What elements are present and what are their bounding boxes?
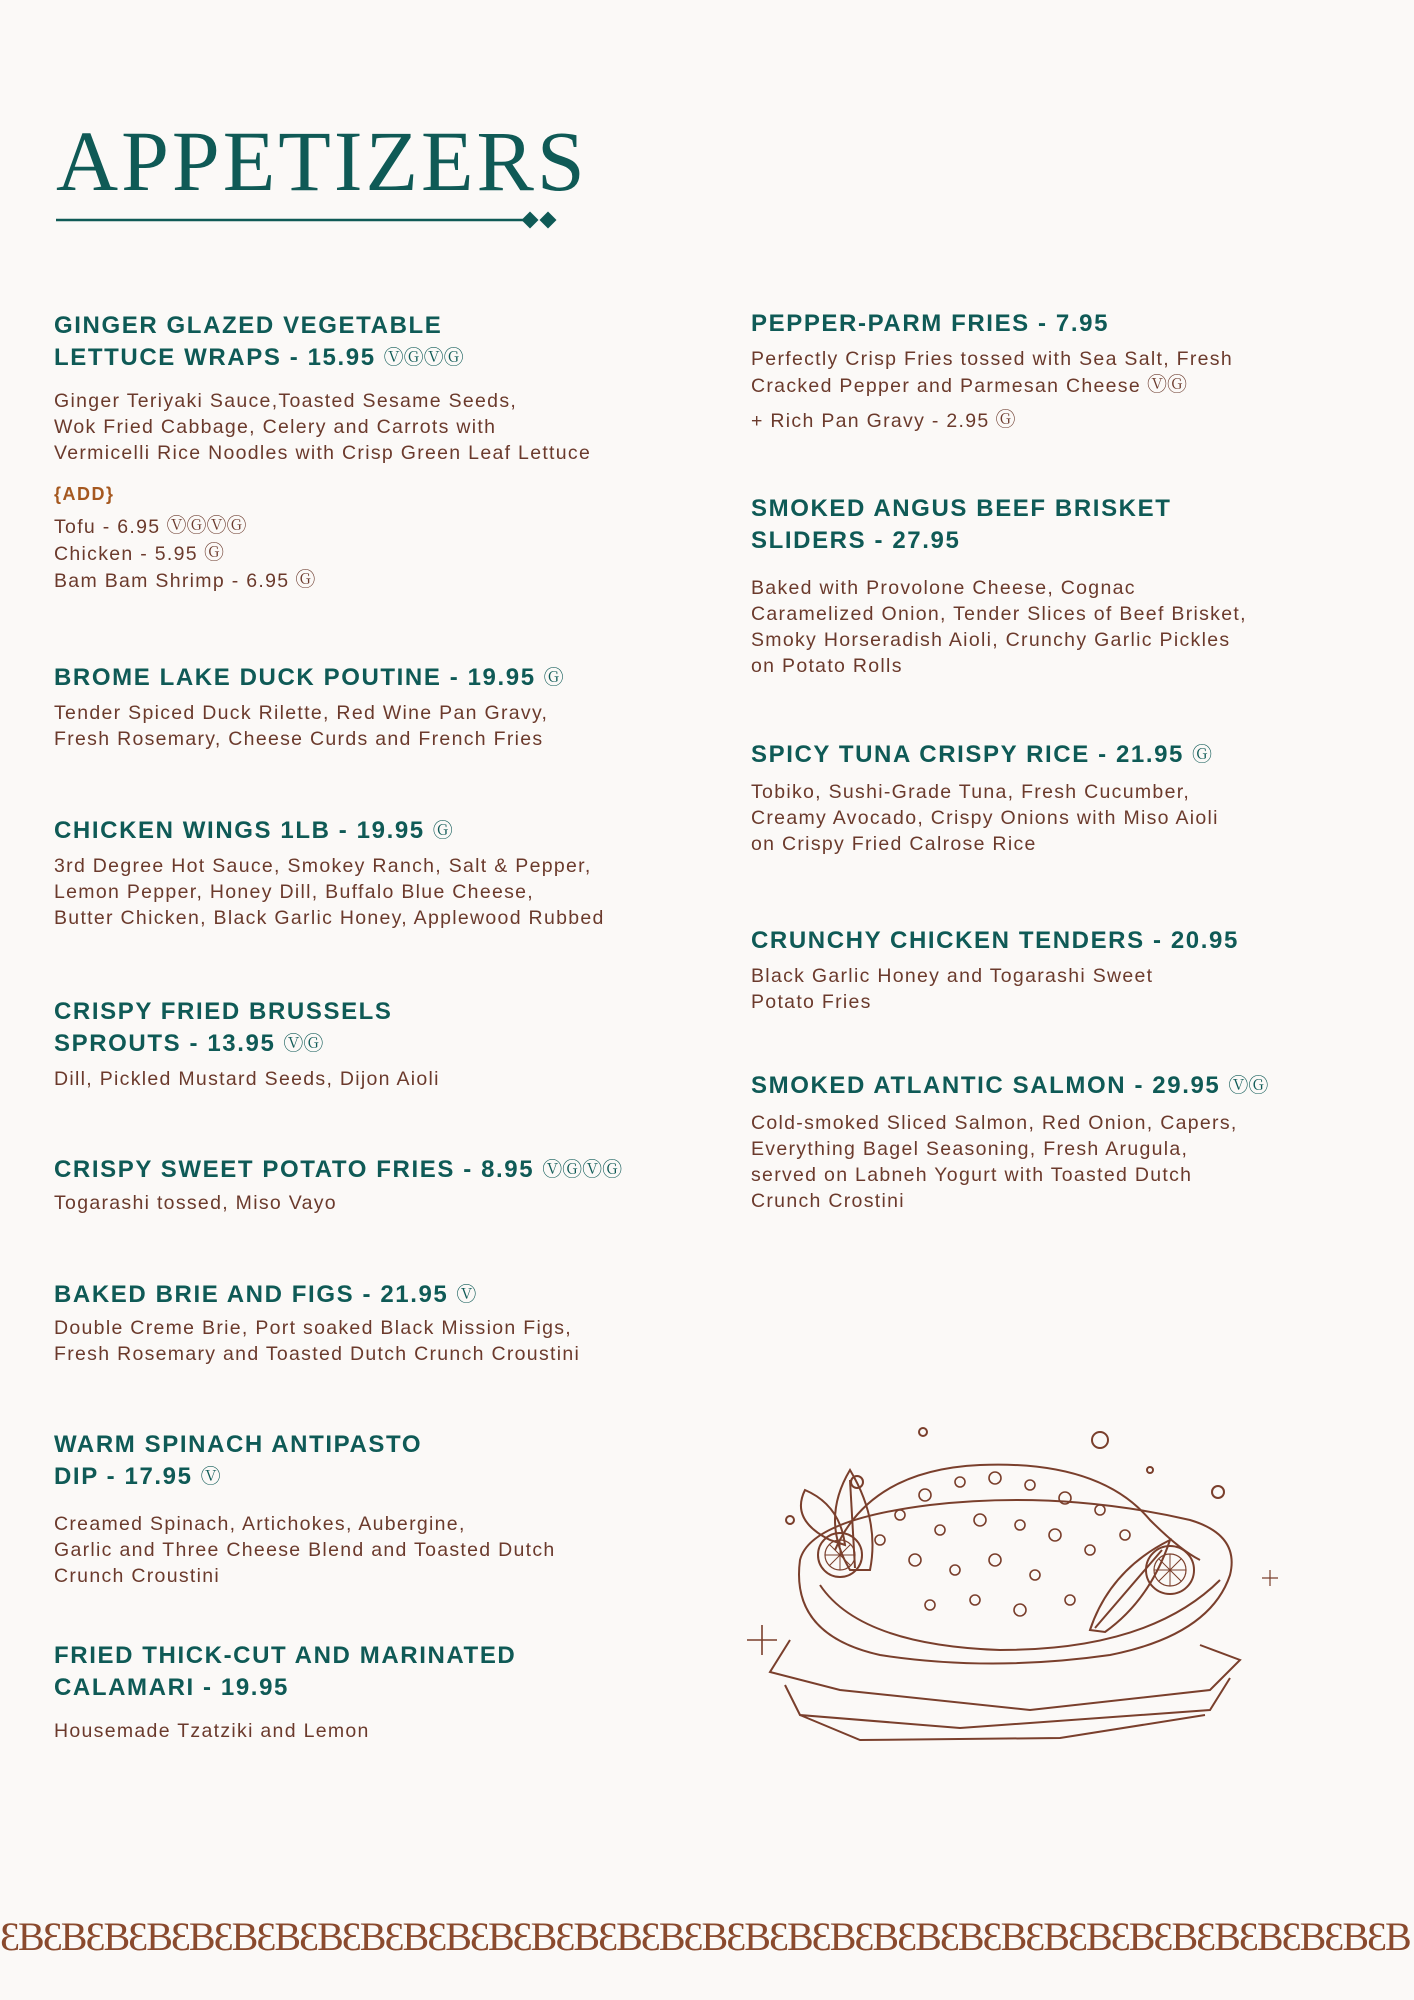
item-description: Perfectly Crisp Fries tossed with Sea Salt, Fresh Cracked Pepper and Parmesan Cheese ⓋⒼ xyxy=(751,348,1234,397)
menu-item-brussels-sprouts xyxy=(54,996,694,1092)
item-description: Creamed Spinach, Artichokes, Aubergine, Garlic and Three Cheese Blend and Toasted Dutch Crunch Croustini xyxy=(54,1513,556,1587)
page-title: APPETIZERS xyxy=(56,113,588,209)
item-name: GINGER GLAZED VEGETABLE LETTUCE WRAPS - 15.95 xyxy=(54,312,443,371)
item-name: CRUNCHY CHICKEN TENDERS - 20.95 xyxy=(751,927,1239,954)
dietary-icon: Ⓖ xyxy=(432,820,453,842)
item-extra: + Rich Pan Gravy - 2.95 Ⓖ xyxy=(751,409,1016,432)
footer-monogram-pattern: ƐBƐBƐBƐBƐBƐBƐBƐBƐBƐBƐBƐBƐBƐBƐBƐBƐBƐBƐBƐBƐBƐBƐBƐBƐBƐBƐBƐBƐBƐBƐBƐBƐB xyxy=(0,1914,1410,1959)
add-on-item: Chicken - 5.95 Ⓖ xyxy=(54,542,224,565)
page-header xyxy=(56,113,588,209)
item-name: CRISPY FRIED BRUSSELS SPROUTS - 13.95 xyxy=(54,998,393,1057)
item-description: Cold-smoked Sliced Salmon, Red Onion, Capers, Everything Bagel Seasoning, Fresh Arugula, served on Labneh Yogurt with Toasted Dutch Crunch Crostini xyxy=(751,1112,1238,1212)
dietary-icon: Ⓖ xyxy=(543,667,564,689)
item-description: Ginger Teriyaki Sauce,Toasted Sesame Seeds, Wok Fried Cabbage, Celery and Carrots with Vermicelli Rice Noodles with Crisp Green Leaf Lettuce xyxy=(54,390,592,464)
dietary-icon: ⓋⒼ xyxy=(1228,1075,1269,1097)
dietary-icon: Ⓖ xyxy=(295,569,316,591)
item-description: Double Creme Brie, Port soaked Black Mission Figs, Fresh Rosemary and Toasted Dutch Crunch Croustini xyxy=(54,1317,581,1365)
menu-item-chicken-wings xyxy=(54,815,694,931)
item-name: WARM SPINACH ANTIPASTO DIP - 17.95 xyxy=(54,1431,423,1490)
dietary-icon: ⓋⒼ xyxy=(283,1033,324,1055)
item-name: PEPPER-PARM FRIES - 7.95 xyxy=(751,310,1110,337)
dietary-icon: ⓋⒼⓋⒼ xyxy=(542,1159,623,1181)
dietary-icon: ⓋⒼⓋⒼ xyxy=(383,347,464,369)
dietary-icon: Ⓥ xyxy=(200,1466,221,1488)
menu-item-lettuce-wraps xyxy=(54,310,694,594)
dietary-icon: ⓋⒼ xyxy=(1146,374,1187,396)
item-name: BROME LAKE DUCK POUTINE - 19.95 xyxy=(54,664,536,691)
add-label: {ADD} xyxy=(54,484,115,504)
menu-item-duck-poutine xyxy=(54,662,694,752)
dietary-icon: Ⓖ xyxy=(995,409,1016,431)
item-description: Housemade Tzatziki and Lemon xyxy=(54,1720,370,1742)
item-name: SMOKED ATLANTIC SALMON - 29.95 xyxy=(751,1072,1221,1099)
dietary-icon: Ⓖ xyxy=(203,542,224,564)
menu-item-pepper-parm-fries xyxy=(751,308,1371,434)
dietary-icon: ⓋⒼⓋⒼ xyxy=(166,515,247,537)
menu-item-brisket-sliders xyxy=(751,493,1371,679)
menu-item-atlantic-salmon xyxy=(751,1070,1371,1214)
item-name: SPICY TUNA CRISPY RICE - 21.95 xyxy=(751,741,1185,768)
menu-item-baked-brie xyxy=(54,1279,694,1367)
add-on-item: Bam Bam Shrimp - 6.95 Ⓖ xyxy=(54,569,316,592)
item-name: CHICKEN WINGS 1LB - 19.95 xyxy=(54,817,425,844)
item-description: Togarashi tossed, Miso Vayo xyxy=(54,1192,337,1214)
item-description: Tender Spiced Duck Rilette, Red Wine Pan Gravy, Fresh Rosemary, Cheese Curds and French Fries xyxy=(54,702,549,750)
item-description: 3rd Degree Hot Sauce, Smokey Ranch, Salt & Pepper, Lemon Pepper, Honey Dill, Buffalo Blue Cheese, Butter Chicken, Black Garlic Honey, Applewood Rubbed xyxy=(54,855,605,929)
title-underline xyxy=(56,210,566,230)
dietary-icon: Ⓖ xyxy=(1192,744,1213,766)
add-on-item: Tofu - 6.95 ⓋⒼⓋⒼ xyxy=(54,515,247,538)
item-description: Black Garlic Honey and Togarashi Sweet Potato Fries xyxy=(751,965,1154,1013)
item-description: Dill, Pickled Mustard Seeds, Dijon Aioli xyxy=(54,1068,440,1090)
add-ons-list xyxy=(54,513,694,594)
item-name: BAKED BRIE AND FIGS - 21.95 xyxy=(54,1281,449,1308)
menu-item-calamari xyxy=(54,1640,694,1744)
menu-item-chicken-tenders xyxy=(751,925,1371,1015)
menu-item-sweet-potato-fries xyxy=(54,1154,694,1216)
item-name: CRISPY SWEET POTATO FRIES - 8.95 xyxy=(54,1156,535,1183)
menu-item-tuna-crispy-rice xyxy=(751,739,1371,857)
food-bowl-illustration xyxy=(730,1410,1290,1750)
item-description: Tobiko, Sushi-Grade Tuna, Fresh Cucumber, Creamy Avocado, Crispy Onions with Miso Aioli on Crispy Fried Calrose Rice xyxy=(751,781,1219,855)
menu-item-spinach-dip xyxy=(54,1429,694,1589)
item-name: FRIED THICK-CUT AND MARINATED CALAMARI - 19.95 xyxy=(54,1642,517,1701)
dietary-icon: Ⓥ xyxy=(456,1284,477,1306)
item-description: Baked with Provolone Cheese, Cognac Caramelized Onion, Tender Slices of Beef Brisket, Smoky Horseradish Aioli, Crunchy Garlic Pickles on Potato Rolls xyxy=(751,577,1247,677)
item-name: SMOKED ANGUS BEEF BRISKET SLIDERS - 27.95 xyxy=(751,495,1172,554)
